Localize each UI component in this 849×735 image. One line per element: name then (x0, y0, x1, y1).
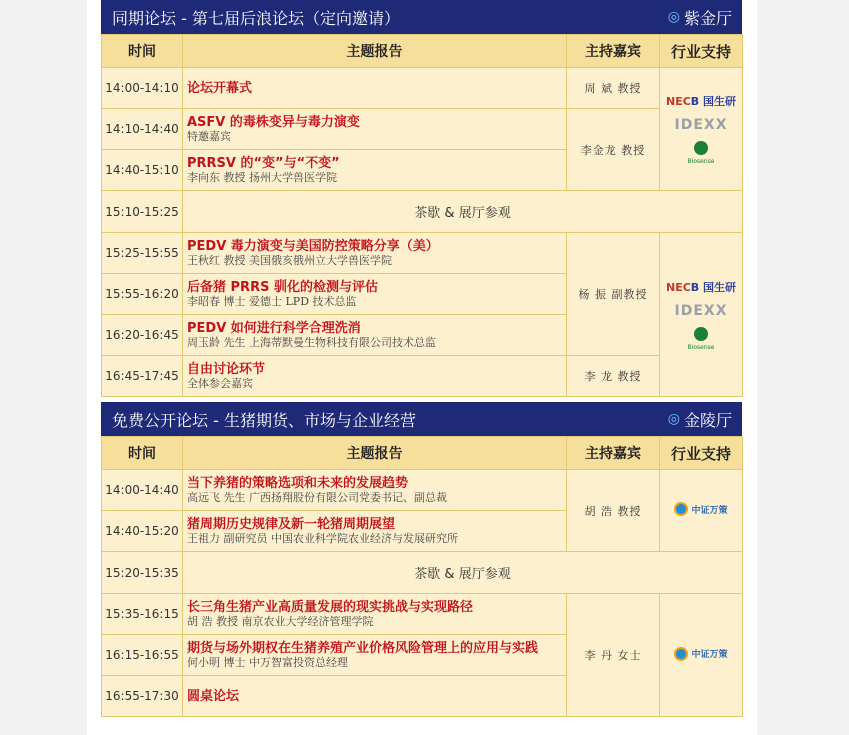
schedule-table (101, 436, 743, 717)
topic-speaker: 王祖力 副研究员 中国农业科学院农业经济与发展研究所 (187, 531, 458, 545)
support-logos (660, 68, 743, 191)
row-topic (183, 470, 567, 511)
idexx-logo: IDEXX (674, 117, 728, 133)
topic-speaker: 周玉龄 先生 上海蒂默曼生物科技有限公司技术总监 (187, 335, 436, 349)
topic-speaker: 特邀嘉宾 (187, 129, 231, 143)
row-topic (183, 511, 567, 552)
break-label: 茶歇 & 展厅参观 (183, 191, 743, 233)
row-topic (183, 676, 567, 717)
row-topic (183, 594, 567, 635)
topic-speaker: 胡 浩 教授 南京农业大学经济管理学院 (187, 614, 374, 628)
venue (668, 6, 732, 29)
col-host: 主持嘉宾 (567, 35, 660, 68)
table-row (102, 68, 743, 109)
support-logos (660, 470, 743, 552)
row-topic (183, 635, 567, 676)
forum-zijin (101, 0, 742, 397)
topic-title: 圆桌论坛 (187, 688, 240, 704)
forum-banner (101, 402, 742, 436)
row-time: 16:20-16:45 (102, 315, 183, 356)
forum-jinling (101, 402, 742, 717)
topic-speaker: 王秋红 教授 美国俄亥俄州立大学兽医学院 (187, 253, 392, 267)
row-time: 15:20-15:35 (102, 552, 183, 594)
biosense-logo: Biosense (660, 327, 742, 351)
schedule-table (101, 34, 743, 397)
row-time: 15:35-16:15 (102, 594, 183, 635)
topic-title: 猪周期历史规律及新一轮猪周期展望 (187, 516, 396, 532)
row-topic (183, 356, 567, 397)
table-row (102, 191, 743, 233)
forum-title: 免费公开论坛 - 生猪期货、市场与企业经营 (112, 410, 416, 430)
topic-title: PRRSV 的“变”与“不变” (187, 155, 340, 171)
row-topic (183, 274, 567, 315)
row-time: 16:45-17:45 (102, 356, 183, 397)
row-topic (183, 68, 567, 109)
host-cell: 李 龙 教授 (567, 356, 660, 397)
col-topic: 主题报告 (183, 437, 567, 470)
venue (668, 408, 732, 431)
location-pin-icon: ◎ (667, 411, 680, 427)
row-time: 16:15-16:55 (102, 635, 183, 676)
row-time: 14:00-14:10 (102, 68, 183, 109)
venue-name: 紫金厅 (683, 8, 732, 28)
break-label: 茶歇 & 展厅参观 (183, 552, 743, 594)
table-row (102, 470, 743, 511)
table-row (102, 552, 743, 594)
nec-logo: NECB 国生研 (665, 95, 736, 108)
row-time: 15:10-15:25 (102, 191, 183, 233)
topic-speaker: 李向东 教授 扬州大学兽医学院 (187, 170, 337, 184)
topic-title: 论坛开幕式 (187, 80, 253, 96)
forum-title: 同期论坛 - 第七届后浪论坛（定向邀请） (112, 8, 400, 28)
row-topic (183, 109, 567, 150)
row-time: 14:00-14:40 (102, 470, 183, 511)
topic-speaker: 何小明 博士 中万智富投资总经理 (187, 655, 348, 669)
row-time: 14:10-14:40 (102, 109, 183, 150)
forum-banner (101, 0, 742, 34)
row-topic (183, 233, 567, 274)
topic-title: PEDV 如何进行科学合理洗消 (187, 320, 361, 336)
host-cell: 胡 浩 教授 (567, 470, 660, 552)
idexx-logo: IDEXX (674, 302, 728, 319)
col-support: 行业支持 (660, 437, 743, 470)
table-header (102, 35, 743, 68)
venue-name: 金陵厅 (683, 410, 732, 430)
table-row (102, 356, 743, 397)
topic-title: 自由讨论环节 (187, 361, 266, 377)
zhongzheng-logo: 中证万策 (674, 647, 727, 661)
col-time: 时间 (102, 437, 183, 470)
table-row (102, 233, 743, 274)
host-cell: 周 斌 教授 (567, 68, 660, 109)
col-topic: 主题报告 (183, 35, 567, 68)
biosense-logo: Biosense (660, 141, 742, 165)
support-logos (660, 233, 743, 397)
topic-title: ASFV 的毒株变异与毒力演变 (187, 114, 360, 130)
topic-title: PEDV 毒力演变与美国防控策略分享（美） (187, 238, 439, 254)
col-support: 行业支持 (660, 35, 743, 68)
topic-speaker: 高远飞 先生 广西扬翔股份有限公司党委书记、副总裁 (187, 490, 447, 504)
row-topic (183, 150, 567, 191)
topic-speaker: 李昭春 博士 爱德士 LPD 技术总监 (187, 294, 357, 308)
topic-title: 期货与场外期权在生猪养殖产业价格风险管理上的应用与实践 (187, 640, 539, 656)
table-row (102, 594, 743, 635)
host-cell: 李金龙 教授 (567, 109, 660, 191)
zhongzheng-logo: 中证万策 (674, 502, 727, 516)
row-topic (183, 315, 567, 356)
col-time: 时间 (102, 35, 183, 68)
location-pin-icon: ◎ (667, 9, 680, 25)
table-header (102, 437, 743, 470)
topic-speaker: 全体参会嘉宾 (187, 376, 253, 390)
topic-title: 长三角生猪产业高质量发展的现实挑战与实现路径 (187, 599, 474, 615)
col-host: 主持嘉宾 (567, 437, 660, 470)
host-cell: 李 丹 女士 (567, 594, 660, 717)
host-cell: 杨 振 副教授 (567, 233, 660, 356)
topic-title: 后备猪 PRRS 驯化的检测与评估 (187, 279, 378, 295)
nec-logo: NECB 国生研 (665, 280, 736, 294)
topic-title: 当下养猪的策略选项和未来的发展趋势 (187, 475, 409, 491)
row-time: 16:55-17:30 (102, 676, 183, 717)
support-logos (660, 594, 743, 717)
row-time: 14:40-15:20 (102, 511, 183, 552)
row-time: 14:40-15:10 (102, 150, 183, 191)
table-row (102, 109, 743, 150)
row-time: 15:25-15:55 (102, 233, 183, 274)
row-time: 15:55-16:20 (102, 274, 183, 315)
